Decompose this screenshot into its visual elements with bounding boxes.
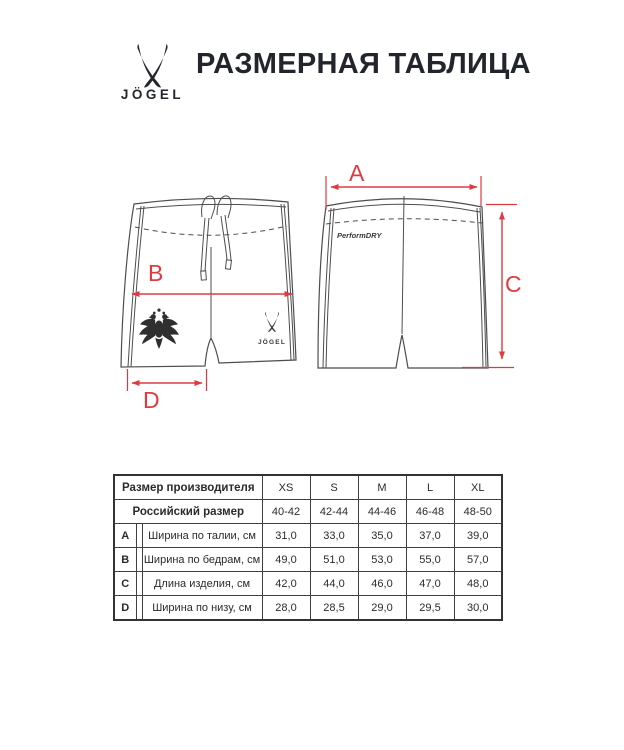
measure-value: 48,0 xyxy=(454,572,502,596)
table-row-D xyxy=(114,596,502,621)
size-header-xl: XL xyxy=(454,475,502,500)
dim-C xyxy=(462,205,522,368)
manufacturer-size-header: Размер производителя xyxy=(114,475,262,500)
measure-label: Ширина по талии, см xyxy=(142,524,262,548)
dim-B xyxy=(132,260,292,294)
size-header-l: L xyxy=(406,475,454,500)
russia-eagle-emblem xyxy=(139,308,179,349)
russian-size-value: 46-48 xyxy=(406,500,454,524)
table-row-A xyxy=(114,524,502,548)
measure-value: 31,0 xyxy=(262,524,310,548)
size-header-xs: XS xyxy=(262,475,310,500)
measure-value: 39,0 xyxy=(454,524,502,548)
russian-size-value: 44-46 xyxy=(358,500,406,524)
measure-value: 42,0 xyxy=(262,572,310,596)
russian-size-value: 40-42 xyxy=(262,500,310,524)
measure-value: 55,0 xyxy=(406,548,454,572)
dim-D xyxy=(128,369,207,413)
dim-label-c: C xyxy=(505,271,522,297)
leg-jogel-v-icon xyxy=(265,312,279,332)
measure-value: 35,0 xyxy=(358,524,406,548)
russian-size-header: Российский размер xyxy=(114,500,262,524)
dim-label-a: A xyxy=(349,160,365,186)
size-header-m: M xyxy=(358,475,406,500)
table-row-manufacturer xyxy=(114,475,502,500)
size-table xyxy=(113,474,503,621)
size-header-s: S xyxy=(310,475,358,500)
row-letter: D xyxy=(114,596,136,621)
jogel-logo xyxy=(121,44,184,102)
measure-value: 30,0 xyxy=(454,596,502,621)
leg-jogel-text: JÖGEL xyxy=(257,339,287,346)
measure-label: Ширина по низу, см xyxy=(142,596,262,621)
measure-value: 53,0 xyxy=(358,548,406,572)
table-row-C xyxy=(114,572,502,596)
row-letter: A xyxy=(114,524,136,548)
dimension-annotations xyxy=(128,160,522,413)
dim-label-b: B xyxy=(148,260,164,286)
row-letter: C xyxy=(114,572,136,596)
russian-size-value: 48-50 xyxy=(454,500,502,524)
measure-value: 29,0 xyxy=(358,596,406,621)
measure-value: 49,0 xyxy=(262,548,310,572)
russian-size-value: 42-44 xyxy=(310,500,358,524)
table-row-B xyxy=(114,548,502,572)
measure-value: 28,0 xyxy=(262,596,310,621)
measure-value: 37,0 xyxy=(406,524,454,548)
jogel-v-icon xyxy=(137,44,167,88)
shorts-back-view xyxy=(318,196,488,368)
page-title: РАЗМЕРНАЯ ТАБЛИЦА xyxy=(196,48,531,80)
measure-value: 29,5 xyxy=(406,596,454,621)
measure-label: Ширина по бедрам, см xyxy=(142,548,262,572)
measure-value: 57,0 xyxy=(454,548,502,572)
front-waistband-inner-line xyxy=(136,204,286,209)
measure-value: 44,0 xyxy=(310,572,358,596)
measure-value: 46,0 xyxy=(358,572,406,596)
measure-value: 33,0 xyxy=(310,524,358,548)
back-center-seam xyxy=(402,196,404,334)
back-left-stripe xyxy=(323,208,334,368)
performdry-label: PerformDRY xyxy=(337,231,382,240)
measure-value: 28,5 xyxy=(310,596,358,621)
drawstring-cords xyxy=(201,196,232,280)
front-waist-seam-dashed xyxy=(135,226,287,235)
jogel-logo-text: JÖGEL xyxy=(120,87,185,102)
measure-value: 47,0 xyxy=(406,572,454,596)
measure-label: Длина изделия, см xyxy=(142,572,262,596)
measure-value: 51,0 xyxy=(310,548,358,572)
leg-jogel-logo xyxy=(258,312,286,346)
dim-label-d: D xyxy=(143,387,160,413)
row-letter: B xyxy=(114,548,136,572)
table-row-russian-size xyxy=(114,500,502,524)
